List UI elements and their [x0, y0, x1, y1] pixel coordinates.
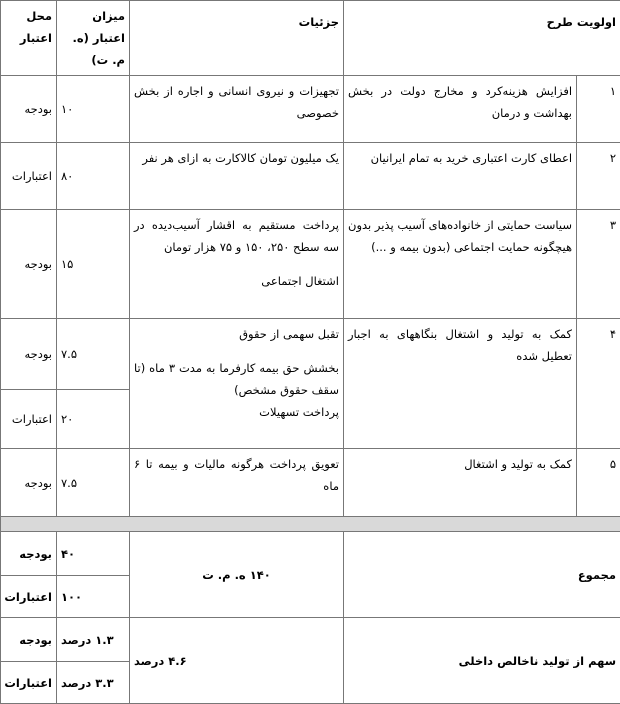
gdp-source-1: بودجه	[1, 618, 57, 662]
row4-plan: کمک به تولید و اشتغال بنگاههای به اجبار تعطیل شده	[344, 319, 577, 449]
total-value: ۱۴۰ ه. م. ت	[130, 532, 344, 618]
header-priority: اولویت	[576, 15, 617, 29]
total-row	[1, 532, 620, 576]
row5-details: تعویق پرداخت هرگونه مالیات و بیمه تا ۶ ماه	[130, 449, 344, 517]
row4-source-1: بودجه	[1, 319, 57, 390]
row4-details-3: پرداخت تسهیلات	[259, 405, 339, 419]
gdp-value: ۴.۶ درصد	[130, 618, 344, 704]
row3-amount: ۱۵	[57, 210, 130, 319]
header-priority-plan	[344, 1, 620, 76]
row3-details	[130, 210, 344, 319]
row4-source-2: اعتبارات	[1, 390, 57, 449]
gdp-label: سهم از تولید ناخالص داخلی	[344, 618, 620, 704]
row4-priority: ۴	[577, 319, 620, 449]
row1-details: تجهیزات و نیروی انسانی و اجاره از بخش خصوصی	[130, 76, 344, 143]
table-row	[1, 319, 620, 390]
row4-details-2: بخشش حق بیمه کارفرما به مدت ۳ ماه (تا سقف حقوق مشخص)	[134, 361, 339, 397]
row5-plan: کمک به تولید و اشتغال	[344, 449, 577, 517]
row2-priority: ۲	[577, 143, 620, 210]
header-row	[1, 1, 620, 76]
row4-details	[130, 319, 344, 449]
row1-priority: ۱	[577, 76, 620, 143]
header-plan: طرح	[546, 15, 573, 29]
total-amount-2: ۱۰۰	[57, 576, 130, 618]
row3-details-2: اشتغال اجتماعی	[261, 274, 339, 288]
row1-amount: ۱۰	[57, 76, 130, 143]
row2-plan: اعطای کارت اعتباری خرید به تمام ایرانیان	[344, 143, 577, 210]
gdp-amount-1: ۱.۳ درصد	[57, 618, 130, 662]
table-row	[1, 76, 620, 143]
row5-amount: ۷.۵	[57, 449, 130, 517]
row2-amount: ۸۰	[57, 143, 130, 210]
row1-source: بودجه	[1, 76, 57, 143]
table-row	[1, 210, 620, 319]
row2-details: یک میلیون تومان کالاکارت به ازای هر نفر	[130, 143, 344, 210]
gdp-source-2: اعتبارات	[1, 662, 57, 704]
row4-amount-2: ۲۰	[57, 390, 130, 449]
row5-priority: ۵	[577, 449, 620, 517]
total-source-2: اعتبارات	[1, 576, 57, 618]
total-label: مجموع	[344, 532, 620, 618]
table-row	[1, 449, 620, 517]
total-source-1: بودجه	[1, 532, 57, 576]
row4-amount-1: ۷.۵	[57, 319, 130, 390]
gdp-amount-2: ۳.۳ درصد	[57, 662, 130, 704]
total-amount-1: ۴۰	[57, 532, 130, 576]
header-details: جزئیات	[130, 1, 344, 76]
row1-plan: افزایش هزینه‌کرد و مخارج دولت در بخش بهداشت و درمان	[344, 76, 577, 143]
header-source: محل اعتبار	[1, 1, 57, 76]
table-row	[1, 143, 620, 210]
row5-source: بودجه	[1, 449, 57, 517]
separator-cell	[1, 517, 620, 532]
row3-source: بودجه	[1, 210, 57, 319]
row4-details-1: تقبل سهمی از حقوق	[239, 327, 339, 341]
row3-plan: سیاست حمایتی از خانواده‌های آسیب پذیر بدون هیچگونه حمایت اجتماعی (بدون بیمه و ...)	[344, 210, 577, 319]
row3-priority: ۳	[577, 210, 620, 319]
row3-details-1: پرداخت مستقیم به اقشار آسیب‌دیده در سه سطح ۲۵۰، ۱۵۰ و ۷۵ هزار تومان	[134, 218, 339, 254]
gdp-row	[1, 618, 620, 662]
separator-row	[1, 517, 620, 532]
row2-source: اعتبارات	[1, 143, 57, 210]
header-amount: میزان اعتبار (ه. م. ت)	[57, 1, 130, 76]
